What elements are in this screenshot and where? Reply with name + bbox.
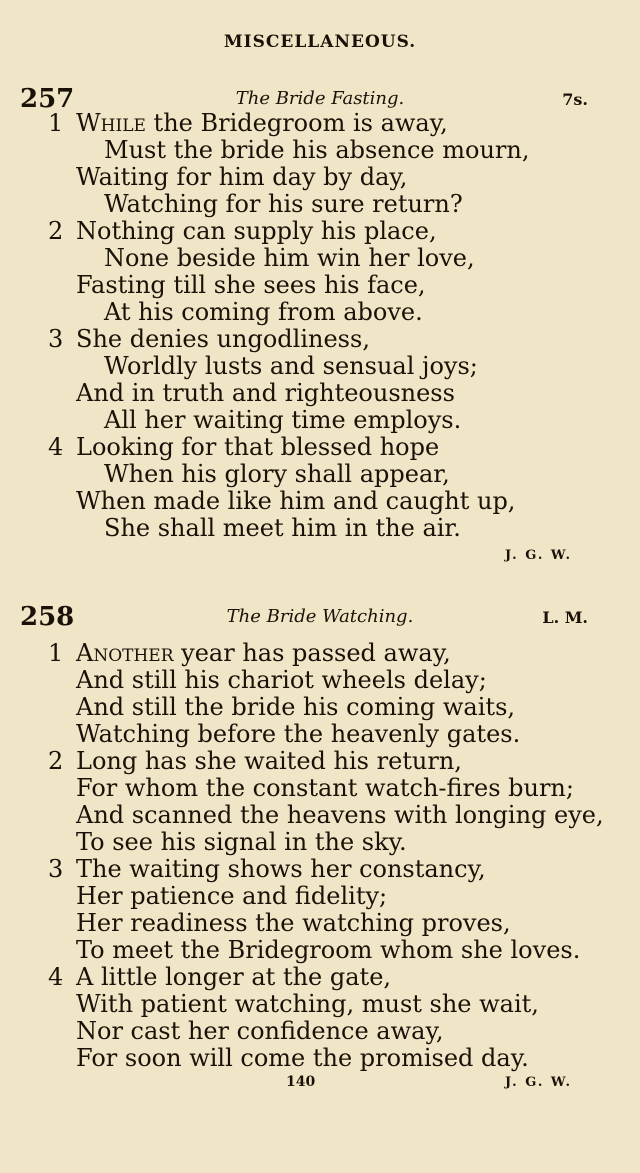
- verse-line: When made like him and caught up,: [76, 487, 516, 515]
- hymn-title: The Bride Fasting.: [235, 88, 405, 109]
- verse-line: She denies ungodliness,: [76, 325, 370, 353]
- hymn-attribution: J. G. W.: [505, 548, 572, 563]
- verse-line: And still the bride his coming waits,: [76, 693, 516, 721]
- verse-line: Nor cast her confidence away,: [76, 1017, 444, 1045]
- hymn-title: The Bride Watching.: [226, 606, 414, 627]
- hymn-meter: L. M.: [542, 608, 588, 627]
- first-word: While: [76, 109, 146, 137]
- verse-line: [76, 640, 451, 667]
- verse-number: 2: [48, 747, 64, 775]
- running-head: MISCELLANEOUS.: [223, 32, 417, 52]
- first-word: Another: [76, 639, 174, 667]
- verse-line: Nothing can supply his place,: [76, 217, 437, 245]
- verse-line-text: the Bridegroom is away,: [145, 109, 448, 137]
- verse-line: Waiting for him day by day,: [76, 163, 408, 191]
- verse-line: Her patience and fidelity;: [76, 882, 388, 910]
- verse-line: For soon will come the promised day.: [76, 1044, 529, 1072]
- verse-line: To see his signal in the sky.: [76, 828, 407, 856]
- hymn-number: 257: [20, 84, 75, 114]
- verse-line: With patient watching, must she wait,: [76, 990, 539, 1018]
- verse-line: Fasting till she sees his face,: [76, 271, 426, 299]
- hymn-attribution: J. G. W.: [505, 1075, 572, 1090]
- verse-line: For whom the constant watch-fires burn;: [76, 774, 574, 802]
- verse-line: All her waiting time employs.: [104, 406, 462, 434]
- verse-line: The waiting shows her constancy,: [76, 855, 486, 883]
- verse-line-text: year has passed away,: [173, 639, 451, 667]
- verse-line: And scanned the heavens with longing eye,: [76, 801, 604, 829]
- verse-line: Looking for that blessed hope: [76, 433, 440, 461]
- verse-line: Long has she waited his return,: [76, 747, 462, 775]
- verse-number: 2: [48, 217, 64, 245]
- verse-line: And in truth and righteousness: [76, 379, 455, 407]
- verse-number: 3: [48, 325, 64, 353]
- verse-line: None beside him win her love,: [104, 244, 475, 272]
- verse-line: At his coming from above.: [104, 298, 423, 326]
- verse-line: Worldly lusts and sensual joys;: [104, 352, 478, 380]
- hymn-258-header: [0, 602, 640, 632]
- page-number: 140: [286, 1074, 316, 1090]
- verse-number: 1: [48, 109, 64, 137]
- verse-line: Her readiness the watching proves,: [76, 909, 511, 937]
- verse-number: 1: [48, 639, 64, 667]
- verse-number: 4: [48, 963, 64, 991]
- hymn-meter: 7s.: [562, 90, 588, 109]
- hymn-number: 258: [20, 602, 75, 632]
- verse-line: Watching for his sure return?: [104, 190, 463, 218]
- verse-line: To meet the Bridegroom whom she loves.: [76, 936, 581, 964]
- verse-line: A little longer at the gate,: [76, 963, 392, 991]
- verse-line: [76, 110, 448, 137]
- verse-number: 3: [48, 855, 64, 883]
- verse-line: And still his chariot wheels delay;: [76, 666, 487, 694]
- verse-number: 4: [48, 433, 64, 461]
- verse-line: She shall meet him in the air.: [104, 514, 461, 542]
- verse-line: When his glory shall appear,: [104, 460, 450, 488]
- verse-line: Must the bride his absence mourn,: [104, 136, 530, 164]
- verse-line: Watching before the heavenly gates.: [76, 720, 521, 748]
